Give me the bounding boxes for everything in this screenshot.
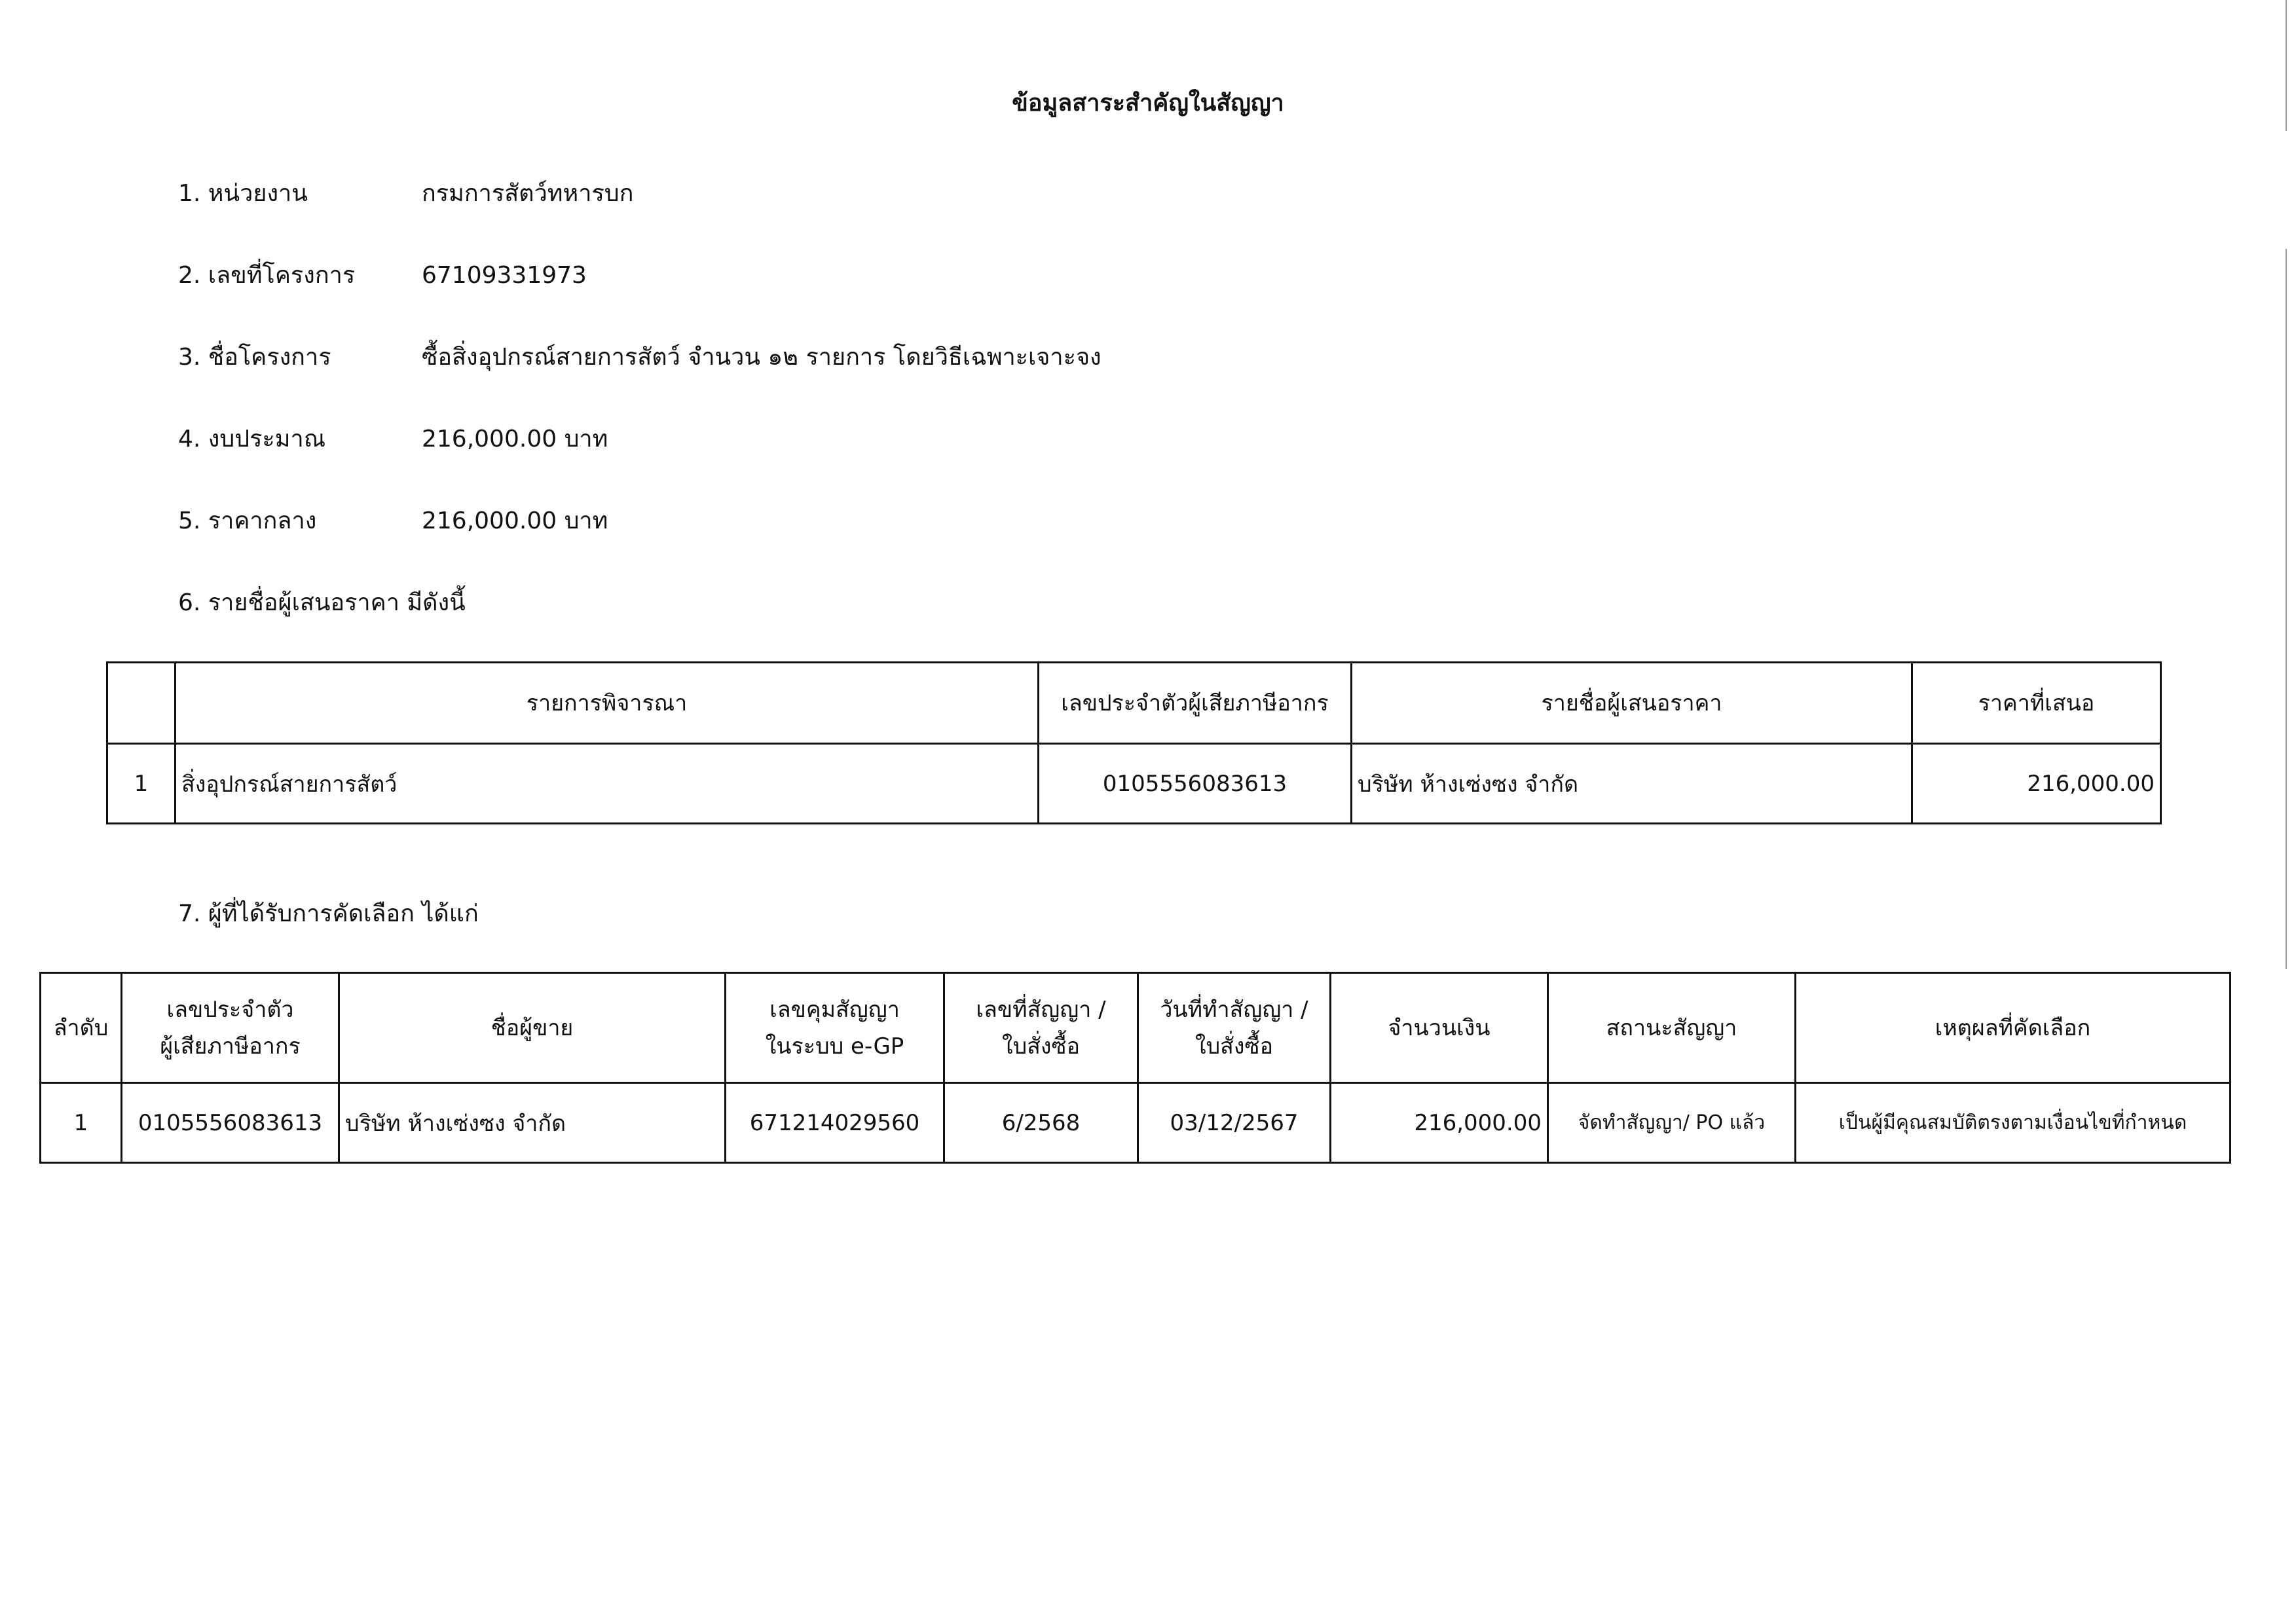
- winners-heading: 7. ผู้ที่ได้รับการคัดเลือก ได้แก่: [178, 900, 479, 927]
- info-value: 216,000.00 บาท: [422, 507, 608, 534]
- cell-contract-status: จัดทำสัญญา/ PO แล้ว: [1548, 1083, 1796, 1163]
- winners-table: [39, 972, 2231, 1164]
- scan-edge-line: [2286, 249, 2287, 969]
- header-line: ในระบบ e-GP: [765, 1033, 904, 1060]
- header-line: สถานะสัญญา: [1606, 1014, 1737, 1041]
- header-line: ลำดับ: [53, 1014, 109, 1041]
- column-header-tax-id: เลขประจำตัวผู้เสียภาษีอากร: [1039, 663, 1352, 744]
- column-header-index: [107, 663, 176, 744]
- info-value: 67109331973: [422, 262, 587, 289]
- cell-seller-name: บริษัท ห้างเซ่งซง จำกัด: [339, 1083, 726, 1163]
- header-line: ใบสั่งซื้อ: [1001, 1033, 1081, 1060]
- column-header-bidder-name: รายชื่อผู้เสนอราคา: [1352, 663, 1912, 744]
- info-value: ซื้อสิ่งอุปกรณ์สายการสัตว์ จำนวน ๑๒ รายการ โดยวิธีเฉพาะเจาะจง: [422, 344, 1102, 371]
- cell-item: สิ่งอุปกรณ์สายการสัตว์: [176, 744, 1039, 824]
- column-header-contract-date: [1138, 973, 1331, 1083]
- cell-selection-reason: เป็นผู้มีคุณสมบัติตรงตามเงื่อนไขที่กำหนด: [1796, 1083, 2231, 1163]
- cell-tax-id: 0105556083613: [1039, 744, 1352, 824]
- column-header-amount: [1331, 973, 1548, 1083]
- info-value: 216,000.00 บาท: [422, 426, 608, 452]
- info-value: กรมการสัตว์ทหารบก: [422, 180, 634, 207]
- header-line: ชื่อผู้ขาย: [491, 1014, 574, 1041]
- table-header-row: [41, 973, 2231, 1083]
- header-line: เหตุผลที่คัดเลือก: [1935, 1014, 2091, 1041]
- header-line: ใบสั่งซื้อ: [1194, 1033, 1274, 1060]
- table-header-row: [107, 663, 2161, 744]
- header-line: เลขที่สัญญา /: [976, 996, 1106, 1023]
- cell-offer-price: 216,000.00: [1912, 744, 2161, 824]
- cell-contract-control-number: 671214029560: [726, 1083, 944, 1163]
- cell-order: 1: [41, 1083, 122, 1163]
- info-label: 3. ชื่อโครงการ: [178, 344, 331, 371]
- column-header-contract-number: [944, 973, 1138, 1083]
- column-header-offer-price: ราคาที่เสนอ: [1912, 663, 2161, 744]
- bidders-heading: 6. รายชื่อผู้เสนอราคา มีดังนี้: [178, 589, 466, 616]
- header-line: เลขคุมสัญญา: [769, 996, 900, 1023]
- page-title: ข้อมูลสาระสำคัญในสัญญา: [1012, 90, 1284, 117]
- column-header-seller-name: [339, 973, 726, 1083]
- header-line: เลขประจำตัว: [166, 996, 294, 1023]
- info-label: 4. งบประมาณ: [178, 426, 326, 452]
- column-header-tax-id: [122, 973, 339, 1083]
- column-header-selection-reason: [1796, 973, 2231, 1083]
- cell-index: 1: [107, 744, 176, 824]
- info-label: 5. ราคากลาง: [178, 507, 317, 534]
- cell-amount: 216,000.00: [1331, 1083, 1548, 1163]
- bidders-table: [106, 661, 2162, 824]
- column-header-contract-status: [1548, 973, 1796, 1083]
- header-line: จำนวนเงิน: [1388, 1014, 1491, 1041]
- info-label: 2. เลขที่โครงการ: [178, 262, 356, 289]
- header-line: วันที่ทำสัญญา /: [1160, 996, 1308, 1023]
- cell-tax-id: 0105556083613: [122, 1083, 339, 1163]
- cell-contract-number: 6/2568: [944, 1083, 1138, 1163]
- header-line: ผู้เสียภาษีอากร: [160, 1033, 301, 1060]
- table-row: [41, 1083, 2231, 1163]
- column-header-item: รายการพิจารณา: [176, 663, 1039, 744]
- cell-bidder-name: บริษัท ห้างเซ่งซง จำกัด: [1352, 744, 1912, 824]
- column-header-order: [41, 973, 122, 1083]
- scan-edge-line: [2286, 0, 2287, 131]
- table-row: [107, 744, 2161, 824]
- cell-contract-date: 03/12/2567: [1138, 1083, 1331, 1163]
- column-header-contract-control-number: [726, 973, 944, 1083]
- info-label: 1. หน่วยงาน: [178, 180, 308, 207]
